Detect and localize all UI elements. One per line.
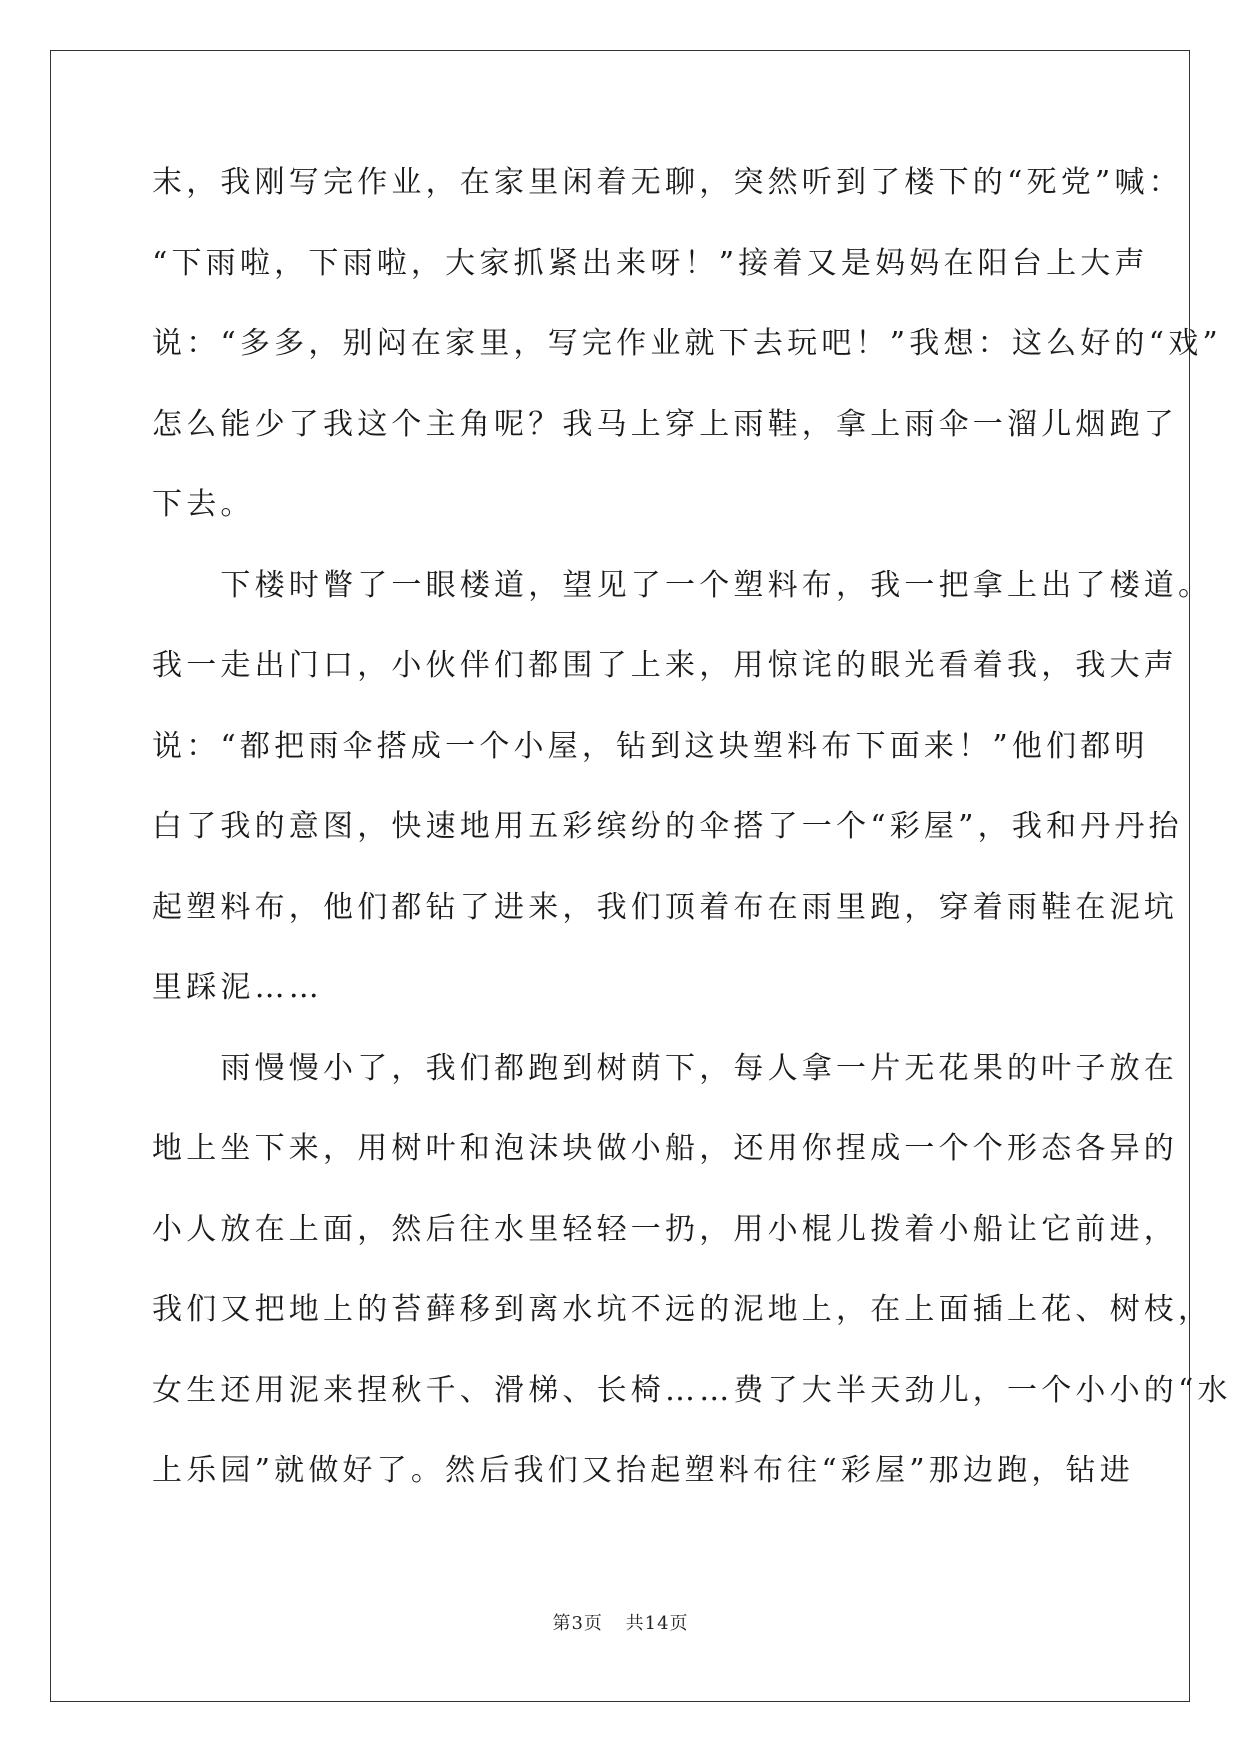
text-line: 女生还用泥来捏秋千、滑梯、长椅……费了大半天劲儿，一个小小的“水: [152, 1372, 1232, 1408]
page-number-total: 共14页: [625, 1613, 689, 1634]
text-line: 说：“多多，别闷在家里，写完作业就下去玩吧！”我想：这么好的“戏”: [152, 326, 1222, 361]
text-line: 怎么能少了我这个主角呢？我马上穿上雨鞋，拿上雨伞一溜儿烟跑了: [152, 406, 1178, 442]
text-line: 上乐园”就做好了。然后我们又抬起塑料布往“彩屋”那边跑，钻进: [152, 1453, 1135, 1488]
text-line: 地上坐下来，用树叶和泡沫块做小船，还用你捏成一个个形态各异的: [152, 1131, 1178, 1166]
page-number-current: 第3页: [552, 1613, 603, 1634]
page-footer: [0, 1609, 1241, 1635]
text-line: 雨慢慢小了，我们都跑到树荫下，每人拿一片无花果的叶子放在: [152, 1050, 1178, 1086]
text-line: 下去。: [152, 487, 255, 522]
text-line: 小人放在上面，然后往水里轻轻一扔，用小棍儿拨着小船让它前进，: [152, 1211, 1178, 1247]
text-line: “下雨啦，下雨啦，大家抓紧出来呀！”接着又是妈妈在阳台上大声: [152, 245, 1149, 281]
text-line: 末，我刚写完作业，在家里闲着无聊，突然听到了楼下的“死党”喊：: [152, 165, 1183, 200]
document-body: [152, 163, 1232, 1532]
text-line: 白了我的意图，快速地用五彩缤纷的伞搭了一个“彩屋”，我和丹丹抬: [152, 809, 1183, 844]
text-line: 下楼时瞥了一眼楼道，望见了一个塑料布，我一把拿上出了楼道。: [152, 567, 1213, 603]
text-line: 我们又把地上的苔藓移到离水坑不远的泥地上，在上面插上花、树枝，: [152, 1292, 1213, 1327]
text-line: 我一走出门口，小伙伴们都围了上来，用惊诧的眼光看着我，我大声: [152, 648, 1178, 683]
text-line: 说：“都把雨伞搭成一个小屋，钻到这块塑料布下面来！”他们都明: [152, 728, 1149, 764]
text-line: 起塑料布，他们都钻了进来，我们顶着布在雨里跑，穿着雨鞋在泥坑: [152, 889, 1178, 925]
text-line: 里踩泥……: [152, 970, 323, 1005]
